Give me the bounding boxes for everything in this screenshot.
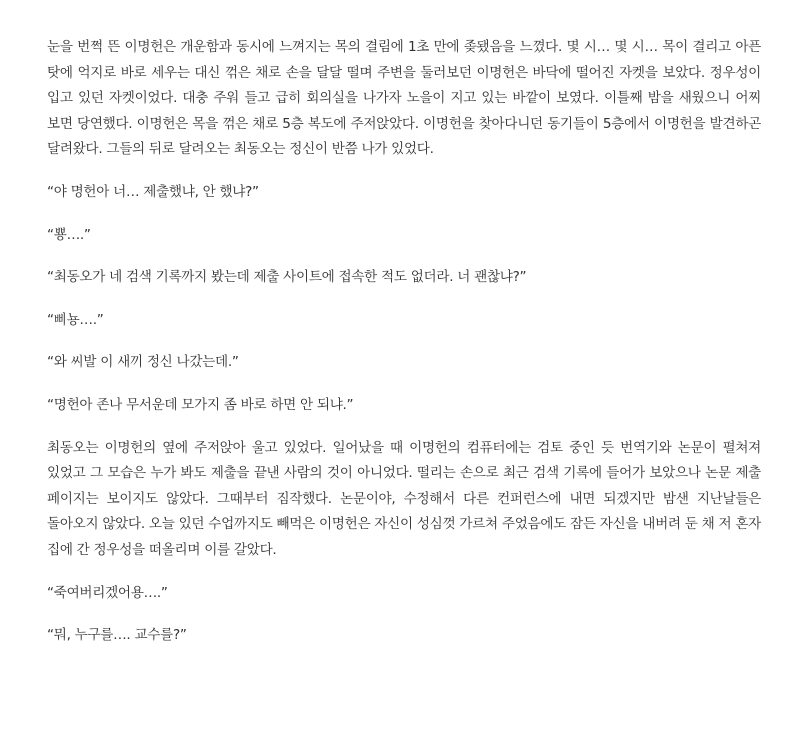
narration-paragraph: 최동오는 이명헌의 옆에 주저앉아 울고 있었다. 일어났을 때 이명헌의 컴퓨터에는 검토 중인 듯 번역기와 논문이 펼쳐져 있었고 그 모습은 누가 봐도 제출을 끝낸 사람의 것이 아니었다. 떨리는 손으로 최근 검색 기록에 들어가 보았으나 논문 제출 페이지는 보이지도 않았다. 그때부터 짐작했다. 논문이야, 수정해서 다른 컨퍼런스에 내면 되겠지만 밤샌 지난날들은 돌아오지 않았다. 오늘 있던 수업까지도 빼먹은 이명헌은 자신이 성심껏 가르쳐 주었음에도 잠든 자신을 내버려 둔 채 저 혼자 집에 간 정우성을 떠올리며 이를 갈았다.	[47, 439, 761, 558]
dialogue-line: “죽여버리겠어용….”	[47, 584, 168, 601]
narration-paragraph: 눈을 번쩍 뜬 이명헌은 개운함과 동시에 느껴지는 목의 결림에 1초 만에 좆됐음을 느꼈다. 몇 시… 몇 시… 목이 결리고 아픈 탓에 억지로 바로 세우는 대신 꺾은 채로 손을 달달 떨며 주변을 둘러보던 이명헌은 바닥에 떨어진 자켓을 보았다. 정우성이 입고 있던 자켓이었다. 대충 주워 들고 급히 회의실을 나가자 노을이 지고 있는 바깥이 보였다. 이틀째 밤을 새웠으니 어찌 보면 당연했다. 이명헌은 목을 꺾은 채로 5층 복도에 주저앉았다. 이명헌을 찾아다니던 동기들이 5층에서 이명헌을 발견하곤 달려왔다. 그들의 뒤로 달려오는 최동오는 정신이 반쯤 나가 있었다.	[47, 39, 761, 158]
dialogue-line: “와 씨발 이 새끼 정신 나갔는데.”	[47, 354, 239, 371]
dialogue-line: “뿅….”	[47, 226, 91, 243]
dialogue-line: “뭐, 누구를…. 교수를?”	[47, 627, 187, 644]
dialogue-line: “야 명헌아 너… 제출했냐, 안 했냐?”	[47, 183, 259, 200]
dialogue-line: “삐뇽….”	[47, 311, 104, 328]
dialogue-line: “최동오가 네 검색 기록까지 봤는데 제출 사이트에 접속한 적도 없더라. 너 괜찮냐?”	[47, 269, 527, 286]
story-text	[47, 35, 761, 666]
dialogue-line: “명헌아 존나 무서운데 모가지 좀 바로 하면 안 되냐.”	[47, 396, 354, 413]
